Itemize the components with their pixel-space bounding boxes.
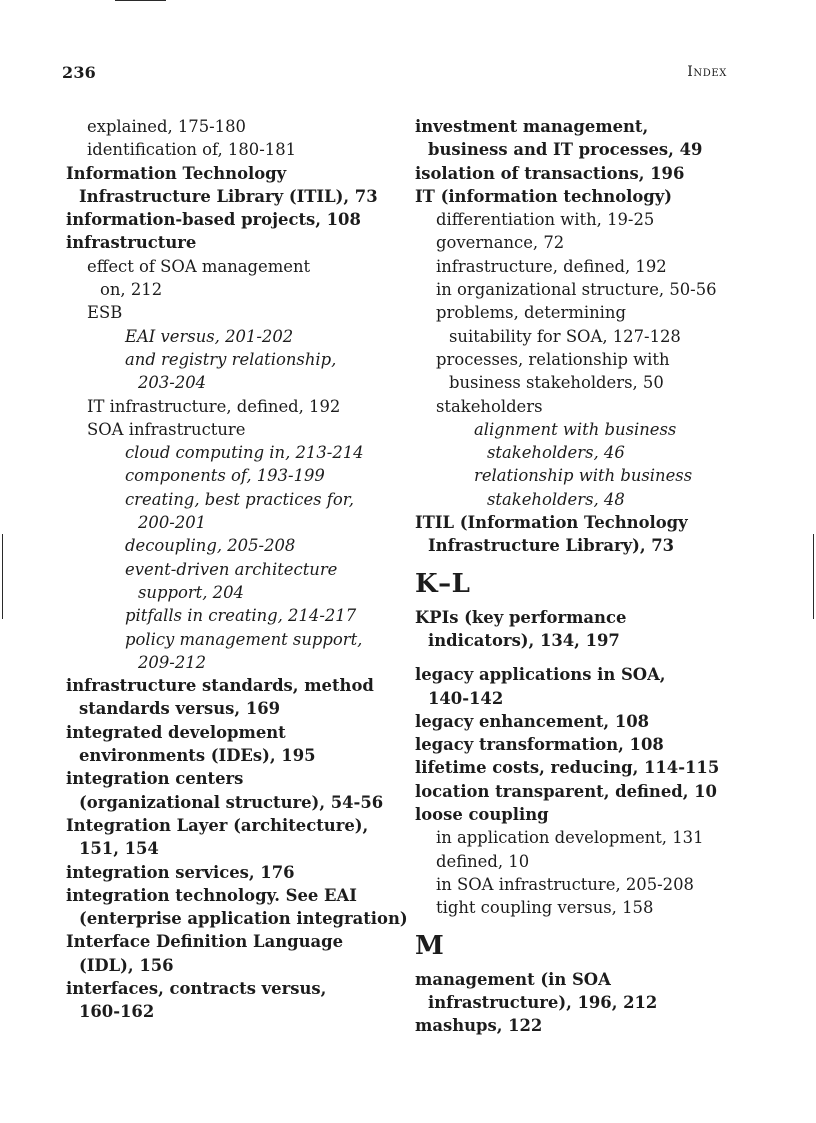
index-subentry: ESB: [87, 303, 123, 323]
section-heading: M: [415, 930, 445, 961]
index-subsubentry: policy management support,: [125, 629, 363, 649]
index-subentry: problems, determining: [436, 303, 626, 323]
crop-mark-left: [2, 534, 3, 619]
index-entry: legacy transformation, 108: [415, 735, 664, 755]
index-entry: legacy enhancement, 108: [415, 711, 650, 731]
index-subsubentry: stakeholders, 48: [487, 489, 625, 509]
index-entry: investment management,: [415, 117, 649, 136]
index-entry: (enterprise application integration): [79, 909, 408, 929]
index-column-right: [415, 115, 745, 1037]
index-subsubentry: cloud computing in, 213-214: [125, 443, 364, 463]
index-subsubentry: event-driven architecture: [125, 559, 338, 579]
index-entry: integrated development: [66, 722, 286, 742]
index-subentry: on, 212: [100, 280, 163, 300]
index-entry: business and IT processes, 49: [428, 140, 703, 160]
index-subsubentry: 200-201: [138, 513, 207, 533]
index-entry: IT (information technology): [415, 186, 673, 206]
index-entry: Infrastructure Library (ITIL), 73: [79, 186, 378, 206]
index-subentry: explained, 175-180: [87, 117, 246, 136]
index-entry: management (in SOA: [415, 969, 611, 989]
index-subsubentry: support, 204: [138, 582, 244, 602]
index-subentry: processes, relationship with: [436, 349, 670, 369]
index-entry: infrastructure: [66, 233, 197, 253]
index-subsubentry: 209-212: [138, 652, 207, 672]
index-entry: lifetime costs, reducing, 114-115: [415, 758, 720, 778]
crop-mark-right: [813, 534, 814, 619]
index-entry: 140-142: [428, 688, 504, 708]
page-number: 236: [62, 63, 96, 82]
index-entry: Information Technology: [66, 163, 287, 183]
index-entry: mashups, 122: [415, 1016, 543, 1036]
index-entry: KPIs (key performance: [415, 607, 627, 627]
index-subentry: IT infrastructure, defined, 192: [87, 396, 341, 416]
index-subentry: suitability for SOA, 127-128: [449, 326, 681, 346]
index-entry: location transparent, defined, 10: [415, 781, 717, 801]
index-entry: (IDL), 156: [79, 955, 174, 975]
index-subentry: defined, 10: [436, 851, 530, 871]
index-subsubentry: components of, 193-199: [125, 466, 325, 486]
index-subentry: identification of, 180-181: [87, 140, 297, 160]
index-entry: isolation of transactions, 196: [415, 163, 685, 183]
index-subentry: effect of SOA management: [87, 256, 311, 276]
index-entry: ITIL (Information Technology: [415, 513, 688, 533]
index-subsubentry: decoupling, 205-208: [125, 536, 296, 556]
section-heading: K–L: [415, 568, 471, 599]
index-entry: Interface Definition Language: [66, 932, 344, 952]
index-subsubentry: relationship with business: [474, 466, 693, 486]
index-subentry: in SOA infrastructure, 205-208: [436, 874, 694, 894]
index-subentry: differentiation with, 19-25: [436, 210, 655, 230]
index-subentry: in organizational structure, 50-56: [436, 280, 717, 300]
index-entry: infrastructure), 196, 212: [428, 992, 658, 1012]
index-entry: information-based projects, 108: [66, 210, 361, 230]
index-subsubentry: pitfalls in creating, 214-217: [125, 606, 357, 626]
index-entry: infrastructure standards, method: [66, 676, 374, 696]
index-subentry: in application development, 131: [436, 828, 704, 848]
index-subentry: SOA infrastructure: [87, 419, 246, 439]
index-entry: integration services, 176: [66, 862, 295, 882]
index-subsubentry: EAI versus, 201-202: [125, 326, 294, 346]
index-column-left: [66, 115, 408, 1024]
index-entry: 160-162: [79, 1002, 155, 1022]
index-entry: interfaces, contracts versus,: [66, 978, 327, 998]
index-entry: Integration Layer (architecture),: [66, 815, 369, 835]
index-subsubentry: creating, best practices for,: [125, 489, 354, 509]
index-entry: integration centers: [66, 769, 244, 789]
index-entry: integration technology. See EAI: [66, 885, 357, 905]
index-entry: (organizational structure), 54-56: [79, 792, 384, 812]
index-subentry: governance, 72: [436, 233, 565, 253]
index-subsubentry: and registry relationship,: [125, 349, 337, 369]
running-head: Index: [687, 64, 727, 80]
index-entry: standards versus, 169: [79, 699, 281, 719]
index-entry: legacy applications in SOA,: [415, 665, 666, 685]
index-entry: indicators), 134, 197: [428, 630, 620, 650]
top-rule: [115, 0, 166, 1]
index-entry: 151, 154: [79, 839, 159, 859]
index-entry: loose coupling: [415, 805, 549, 825]
entry-gap: [415, 652, 745, 663]
index-subentry: business stakeholders, 50: [449, 373, 664, 393]
index-subsubentry: stakeholders, 46: [487, 443, 625, 463]
index-entry: environments (IDEs), 195: [79, 746, 316, 766]
index-subentry: tight coupling versus, 158: [436, 898, 654, 918]
index-subentry: infrastructure, defined, 192: [436, 256, 667, 276]
index-entry: Infrastructure Library), 73: [428, 536, 675, 556]
index-subsubentry: alignment with business: [474, 419, 677, 439]
index-subentry: stakeholders: [436, 396, 543, 416]
index-subsubentry: 203-204: [138, 373, 207, 393]
